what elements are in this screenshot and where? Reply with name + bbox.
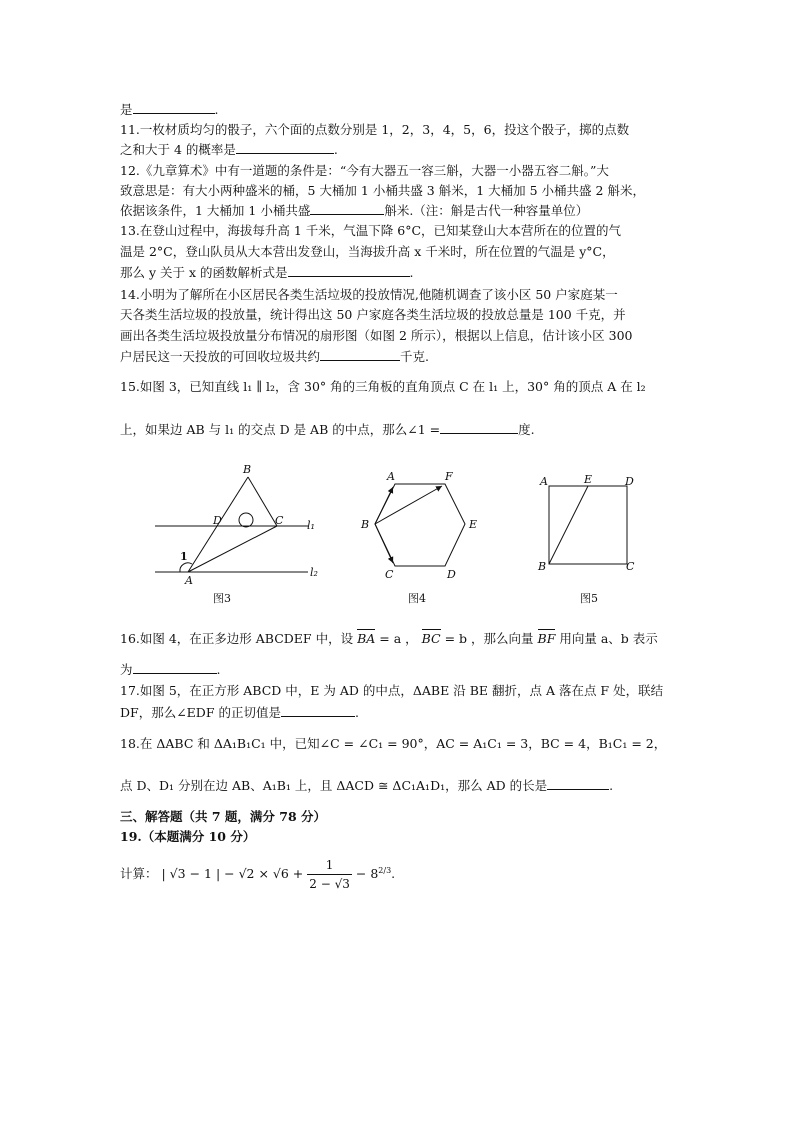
label-c: C (275, 514, 284, 527)
answer-blank[interactable] (288, 264, 410, 277)
segment-ac (188, 526, 277, 572)
vector-bc: BC (421, 631, 441, 646)
figure-4-caption: 图4 (408, 592, 426, 605)
q17-line2: DF，那么∠EDF 的正切值是 . (120, 705, 359, 720)
q12-line1: 12.《九章算术》中有一道题的条件是：“今有大器五一容三斛，大器一小器五容二斛。”大 (120, 163, 609, 178)
answer-blank[interactable] (281, 704, 355, 717)
q19-expression: 计算： | √3 − 1 | − √2 × √6 + $\frac{1}{2 - √3}$ − $8^{2/3}$. (120, 858, 396, 891)
label-b: B (243, 463, 252, 476)
q13-line2: 温是 2°C，登山队员从大本营出发登山，当海拔升高 x 千米时，所在位置的气温是 y°C， (120, 244, 615, 259)
vector-bf: BF (537, 631, 556, 646)
square-abcd (549, 486, 627, 564)
figure-3 (150, 460, 330, 590)
q10-tail: 是 . (120, 102, 219, 117)
label-c: C (626, 560, 635, 573)
answer-blank[interactable] (236, 141, 334, 154)
right-angle-mark (239, 513, 253, 527)
q12-line3: 依据该条件，1 大桶加 1 小桶共盛 斛米.（注：斛是古代一种容量单位） (120, 203, 589, 218)
answer-blank[interactable] (310, 202, 384, 215)
label-a: A (185, 574, 193, 587)
vector-bc-arrow (375, 524, 393, 563)
label-l1: l₁ (307, 519, 315, 532)
label-l2: l₂ (310, 566, 318, 579)
answer-blank[interactable] (320, 348, 400, 361)
label-b: B (538, 560, 547, 573)
q13-line3: 那么 y 关于 x 的函数解析式是 . (120, 265, 414, 280)
fraction: $\frac{1}{2 - √3}$ (309, 858, 350, 891)
answer-blank[interactable] (133, 101, 215, 114)
label-f: F (445, 470, 453, 483)
label-angle-1: 1 (180, 550, 188, 563)
label-a: A (387, 470, 395, 483)
label-c: C (385, 568, 394, 581)
label-d: D (625, 475, 634, 488)
segment-bc (248, 477, 277, 526)
figure-5 (535, 470, 645, 580)
q12-line2: 致意思是：有大小两种盛米的桶，5 大桶加 1 小桶共盛 3 斛米，1 大桶加 5 小桶共盛 2 斛米， (120, 183, 645, 198)
q15-line2: 上，如果边 AB 与 l₁ 的交点 D 是 AB 的中点，那么∠1 = 度. (120, 422, 535, 437)
q19-header: 19.（本题满分 10 分） (120, 829, 256, 844)
label-a: A (540, 475, 548, 488)
answer-blank[interactable] (133, 661, 217, 674)
q14-line4: 户居民这一天投放的可回收垃圾共约 千克. (120, 349, 429, 364)
segment-be (549, 486, 588, 564)
label-d: D (447, 568, 456, 581)
section-title: 三、解答题（共 7 题，满分 78 分） (120, 809, 327, 824)
q18-line2: 点 D、D₁ 分别在边 AB、A₁B₁ 上，且 ΔACD ≅ ΔC₁A₁D₁，那么 AD 的长是 . (120, 778, 614, 793)
answer-blank[interactable] (440, 421, 518, 434)
exponent: 2/3 (378, 865, 392, 875)
vector-ba: BA (357, 631, 376, 646)
q14-line3: 画出各类生活垃圾投放量分布情况的扇形图（如图 2 所示），根据以上信息，估计该小区 300 (120, 328, 633, 343)
label-d: D (213, 514, 222, 527)
label-e: E (469, 518, 478, 531)
label-e: E (584, 473, 593, 486)
q14-line2: 天各类生活垃圾的投放量，统计得出这 50 户家庭各类生活垃圾的投放总量是 100 千克，并 (120, 307, 626, 322)
q18-line1: 18.在 ΔABC 和 ΔA₁B₁C₁ 中，已知∠C = ∠C₁ = 90°，AC = A₁C₁ = 3，BC = 4，B₁C₁ = 2， (120, 736, 667, 751)
q16-line2: 为 . (120, 662, 221, 677)
answer-blank[interactable] (547, 777, 609, 790)
label-b: B (361, 518, 370, 531)
q13-line1: 13.在登山过程中，海拔每升高 1 千米，气温下降 6°C，已知某登山大本营所在的位置的气 (120, 223, 622, 238)
q15-line1: 15.如图 3，已知直线 l₁ ∥ l₂，含 30° 角的三角板的直角顶点 C 在 l₁ 上，30° 角的顶点 A 在 l₂ (120, 379, 646, 394)
q11-line1: 11.一枚材质均匀的骰子，六个面的点数分别是 1，2，3，4，5，6，投这个骰子，掷的点数 (120, 122, 630, 137)
figure-5-caption: 图5 (580, 592, 598, 605)
q17-line1: 17.如图 5，在正方形 ABCD 中，E 为 AD 的中点，ΔABE 沿 BE 翻折，点 A 落在点 F 处，联结 (120, 683, 664, 698)
q16-line1: 16.如图 4，在正多边形 ABCDEF 中，设 BA = a ， BC = b ，那么向量 BF 用向量 a、b 表示 (120, 631, 658, 646)
q11-line2: 之和大于 4 的概率是 . (120, 142, 338, 157)
figure-3-caption: 图3 (213, 592, 231, 605)
q14-line1: 14.小明为了解所在小区居民各类生活垃圾的投放情况,他随机调查了该小区 50 户家庭某一 (120, 287, 618, 302)
figure-4 (355, 462, 485, 584)
